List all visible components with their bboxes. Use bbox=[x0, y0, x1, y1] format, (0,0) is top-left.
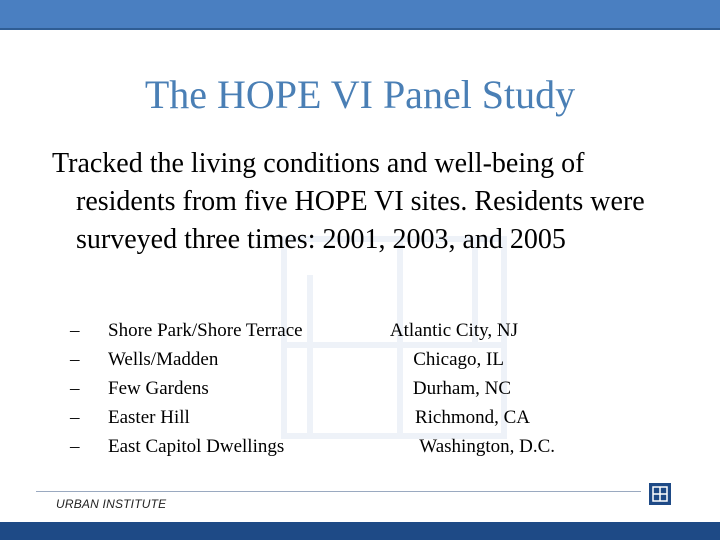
footer-divider bbox=[36, 491, 641, 492]
list-item bbox=[70, 374, 590, 403]
list-item bbox=[70, 403, 590, 432]
list-dash: – bbox=[70, 436, 80, 457]
list-item bbox=[70, 432, 590, 461]
list-item bbox=[70, 345, 590, 374]
list-dash: – bbox=[70, 378, 80, 399]
site-city: Atlantic City, NJ bbox=[389, 320, 518, 341]
site-name: Easter Hill bbox=[108, 407, 190, 428]
urban-institute-logo-icon bbox=[649, 483, 671, 505]
list-dash: – bbox=[70, 320, 80, 341]
list-item bbox=[70, 316, 590, 345]
list-dash: – bbox=[70, 407, 80, 428]
site-city: Washington, D.C. bbox=[419, 436, 555, 457]
list-dash: – bbox=[70, 349, 80, 370]
site-list bbox=[70, 316, 590, 461]
top-banner bbox=[0, 0, 720, 30]
site-name: Wells/Madden bbox=[108, 349, 219, 370]
site-name: Shore Park/Shore Terrace bbox=[108, 320, 303, 341]
slide-title: The HOPE VI Panel Study bbox=[144, 72, 576, 117]
site-city: Durham, NC bbox=[412, 378, 511, 399]
site-name: Few Gardens bbox=[108, 378, 209, 399]
site-city: Chicago, IL bbox=[413, 349, 504, 370]
slide-body-text: Tracked the living conditions and well-being of residents from five HOPE VI sites. Residents were surveyed three times: 2001, 2003, and 2005 bbox=[52, 148, 645, 255]
bottom-banner bbox=[0, 522, 720, 540]
footer-organization: URBAN INSTITUTE bbox=[56, 497, 167, 511]
site-city: Richmond, CA bbox=[414, 407, 530, 428]
site-name: East Capitol Dwellings bbox=[108, 436, 285, 457]
